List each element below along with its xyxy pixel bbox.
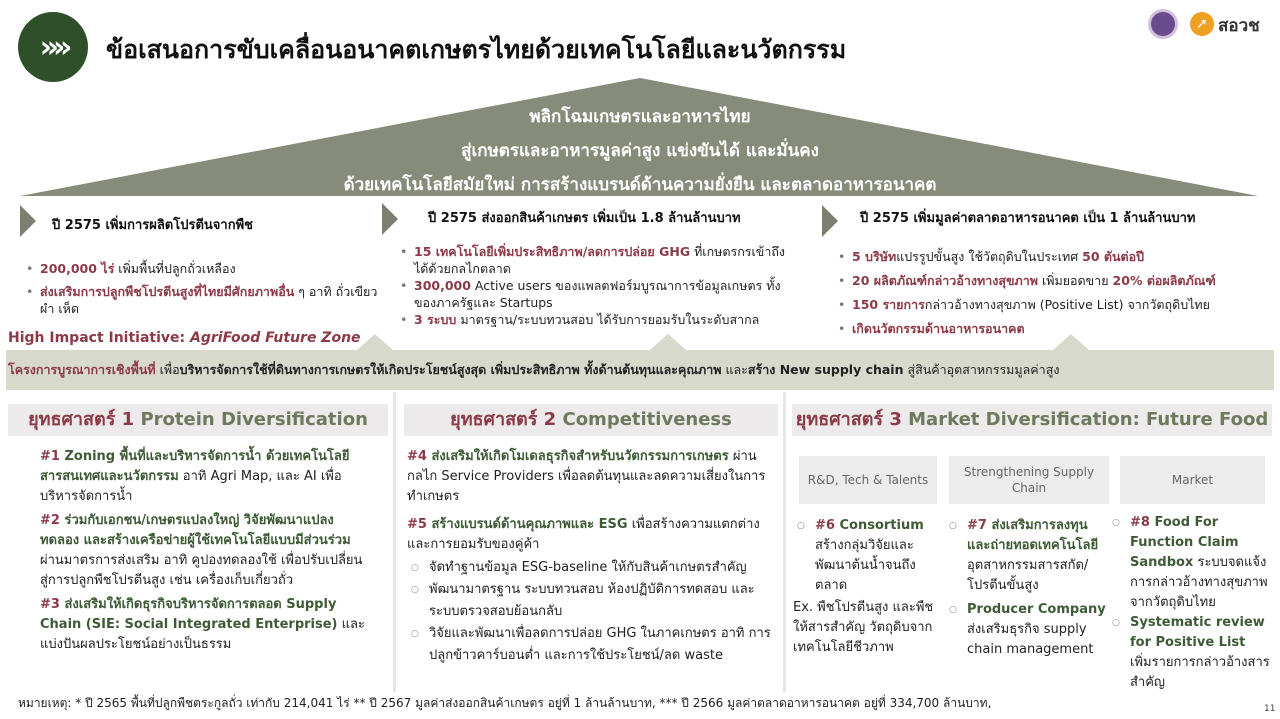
vision-line-3: ด้วยเทคโนโลยีสมัยใหม่ การสร้างแบรนด์ด้านความยั่งยืน และตลาดอาหารอนาคต — [343, 175, 937, 195]
measure — [40, 511, 370, 591]
example: Ex. พืชโปรตีนสูง และพืชให้สารสำคัญ วัตถุดิบจากเทคโนโลยีชีวภาพ — [793, 600, 934, 655]
list — [945, 516, 1110, 660]
pillar-top — [357, 334, 393, 350]
zone-name: AgriFood Future Zone — [190, 330, 361, 346]
goal-list — [398, 243, 798, 328]
list-item — [836, 293, 1276, 317]
num: #6 — [815, 518, 835, 533]
divider — [783, 392, 786, 692]
list-item — [945, 600, 1110, 660]
text: อุตสาหกรรมสารสกัด/โปรตีนขั้นสูง — [967, 558, 1089, 593]
prefix: ยุทธศาสตร์ 3 — [795, 409, 909, 430]
list-item — [398, 277, 798, 311]
text: แปรรูปขั้นสูง ใช้วัตถุดิบในประเทศ — [896, 249, 1083, 264]
measure — [407, 515, 777, 555]
pill-market: Market — [1120, 456, 1265, 504]
text: Active users ของแพลตฟอร์มบูรณาการข้อมูลเกษตร ทั้งของภาครัฐและ Startups — [414, 278, 781, 310]
highlight: 3 ระบบ — [414, 312, 457, 327]
list-item — [793, 516, 943, 596]
measure — [40, 447, 370, 507]
text: สู่สินค้าอุตสาหกรรมมูลค่าสูง — [903, 362, 1060, 377]
bold: Producer Company — [967, 602, 1106, 617]
text: ๆ อาทิ ถั่วเขียว ผำ เห็ด — [40, 284, 378, 316]
text: เพื่อสร้างความแตกต่างและการยอมรับของคู่ค้า — [407, 517, 760, 552]
list-item: ○ พัฒนามาตรฐาน ระบบทวนสอบ ห้องปฏิบัติการทดสอบ และระบบตรวจสอบย้อนกลับ — [407, 579, 777, 623]
text: เพิ่มยอดขาย — [1038, 273, 1113, 288]
strategy-2-body — [407, 447, 777, 667]
list-item: ○ จัดทำฐานข้อมูล ESG-baseline ให้กับสินค้าเกษตรสำคัญ — [407, 557, 777, 579]
text: และแบ่งปันผลประโยชน์อย่างเป็นธรรม — [40, 617, 365, 652]
pill-supply-chain: Strengthening Supply Chain — [949, 456, 1109, 504]
list-item — [24, 260, 384, 277]
list-item — [1108, 513, 1280, 613]
area-based-project-band — [6, 350, 1274, 390]
bold: ส่งเสริมให้เกิดโมเดลธุรกิจสำหรับนวัตกรรมการเกษตร — [426, 449, 729, 464]
num: #1 — [40, 449, 60, 464]
name: Market Diversification: Future Food — [908, 409, 1269, 430]
arrow-icon — [822, 205, 838, 237]
divider — [393, 392, 396, 692]
highlight: 300,000 — [414, 278, 471, 293]
text: อาทิ Agri Map, และ AI เพื่อบริหารจัดการน้ำ — [40, 469, 342, 504]
goal-list — [836, 245, 1276, 341]
arrow-icon — [382, 203, 398, 235]
chevrons-icon: »» — [18, 12, 88, 82]
text: กล่าวอ้างทางสุขภาพ (Positive List) จากวัตถุดิบไทย — [924, 297, 1210, 312]
s3-col-3 — [1108, 513, 1280, 693]
goal-list — [24, 260, 384, 317]
text: เพิ่มรายการกล่าวอ้างสารสำคัญ — [1130, 655, 1270, 690]
page-number: 11 — [1264, 704, 1276, 714]
highlight: เกิดนวัตกรรมด้านอาหารอนาคต — [852, 321, 1025, 336]
highlight: 150 รายการ — [852, 297, 925, 312]
bold: Food For Function Claim Sandbox — [1130, 515, 1239, 570]
text: มาตรฐาน/ระบบทวนสอบ ได้รับการยอมรับในระดับสากล — [456, 312, 760, 327]
highlight: 20 ผลิตภัณฑ์กล่าวอ้างทางสุขภาพ — [852, 273, 1038, 288]
name: Protein Diversification — [140, 409, 368, 430]
band-title: โครงการบูรณาการเชิงพื้นที่ — [8, 362, 156, 377]
text: ผ่านกลไก Service Providers เพื่อลดต้นทุนและลดความเสี่ยงในการทำเกษตร — [407, 449, 766, 504]
text: ที่เกษตรกรเข้าถึงได้ด้วยกลไกตลาด — [414, 244, 786, 276]
arrow-logo: ➚ — [1190, 12, 1214, 36]
pill-rd: R&D, Tech & Talents — [799, 456, 937, 504]
text: ระบบจดแจ้งการกล่าวอ้างทางสุขภาพจากวัตถุดิบไทย — [1130, 555, 1268, 610]
measure — [407, 447, 777, 507]
bold: ส่งเสริมให้เกิดธุรกิจบริหารจัดการตลอด Supply Chain (SIE: Social Integrated Enterprise) — [40, 597, 338, 632]
list-item — [1108, 613, 1280, 693]
vision-line-2: สู่เกษตรและอาหารมูลค่าสูง แข่งขันได้ และมั่นคง — [461, 141, 819, 161]
strategy-1-body — [40, 447, 370, 655]
footnote: หมายเหตุ: * ปี 2565 พื้นที่ปลูกพืชตระกูลถั่ว เท่ากับ 214,041 ไร่ ** ปี 2567 มูลค่าส่งออกสินค้าเกษตร อยู่ที่ 1 ล้านล้านบาท, *** ปี 2566 มูลค่าตลาดอาหารอนาคต อยู่ที่ 334,700 ล้านบาท, — [18, 696, 992, 710]
list — [1108, 513, 1280, 693]
text: ผ่านมาตรการส่งเสริม อาทิ คูปองทดลองใช้ เพื่อปรับเปลี่ยนสู่การปลูกพืชโปรตีนสูง เช่น เครื่องเก็บเกี่ยวถั่ว — [40, 553, 363, 588]
goal-title: ปี 2575 เพิ่มมูลค่าตลาดอาหารอนาคต เป็น 1 ล้านล้านบาท — [860, 211, 1196, 226]
text: ส่งเสริมธุรกิจ supply chain management — [967, 622, 1094, 657]
highlight: 5 บริษัท — [852, 249, 897, 264]
brand-name: สอวช — [1218, 16, 1260, 36]
roof-shape — [0, 0, 1280, 200]
highlight: 200,000 ไร่ — [40, 261, 115, 276]
sub-list — [407, 557, 777, 667]
vision-line-1: พลิกโฉมเกษตรและอาหารไทย — [529, 107, 751, 127]
goal-title: ปี 2575 เพิ่มการผลิตโปรตีนจากพืช — [52, 218, 253, 233]
pillar-top — [1053, 334, 1089, 350]
high-impact-label — [8, 330, 361, 346]
prefix: ยุทธศาสตร์ 2 — [450, 409, 563, 430]
pillar-top — [650, 334, 686, 350]
bold: สร้างแบรนด์ด้านคุณภาพและ ESG — [426, 517, 628, 532]
bold: ร่วมกับเอกชน/เกษตรแปลงใหญ่ วิจัยพัฒนาแปลงทดลอง และสร้างเครือข่ายผู้ใช้เทคโนโลยีแบบมีส่วนร่วม — [40, 513, 351, 548]
text: บริหารจัดการใช้ที่ดินทางการเกษตรให้เกิดประโยชน์สูงสุด เพิ่มประสิทธิภาพ ทั้งด้านต้นทุนและคุณภาพ — [179, 362, 722, 377]
num: #4 — [407, 449, 427, 464]
list-item: ○ วิจัยและพัฒนาเพื่อลดการปล่อย GHG ในภาคเกษตร อาทิ การปลูกข้าวคาร์บอนต่ำ และการใช้ประโยชน์/ลด waste — [407, 623, 777, 667]
prefix: ยุทธศาสตร์ 1 — [28, 409, 141, 430]
goal-title: ปี 2575 ส่งออกสินค้าเกษตร เพิ่มเป็น 1.8 ล้านล้านบาท — [428, 211, 741, 226]
highlight: 15 เทคโนโลยีเพิ่มประสิทธิภาพ/ลดการปล่อย GHG — [414, 244, 691, 259]
text: และ — [721, 362, 748, 377]
text: เพื่อ — [155, 362, 180, 377]
num: #5 — [407, 517, 427, 532]
bold: Zoning พื้นที่และบริหารจัดการน้ำ ด้วยเทคโนโลยีสารสนเทศและนวัตกรรม — [40, 449, 350, 484]
num: #2 — [40, 513, 60, 528]
num: #7 — [967, 518, 987, 533]
list-item — [24, 283, 384, 317]
text: เพิ่มพื้นที่ปลูกถั่วเหลือง — [114, 261, 236, 276]
highlight: ส่งเสริมการปลูกพืชโปรตีนสูงที่ไทยมีศักยภาพอื่น — [40, 284, 295, 299]
list-item — [398, 311, 798, 328]
bold: Consortium — [834, 518, 924, 533]
list-item — [398, 243, 798, 277]
strategy-2-header — [404, 404, 778, 436]
num: #3 — [40, 597, 60, 612]
s3-col-1 — [793, 516, 943, 658]
s3-col-2 — [945, 516, 1110, 660]
list-item — [836, 245, 1276, 269]
strategy-3-header — [792, 404, 1272, 436]
text: สร้างกลุ่มวิจัยและพัฒนาต้นน้ำจนถึงตลาด — [815, 538, 916, 593]
bold: ส่งเสริมการลงทุนและถ่ายทอดเทคโนโลยี — [967, 518, 1099, 553]
list-item — [945, 516, 1110, 596]
list — [793, 516, 943, 596]
highlight: 20% ต่อผลิตภัณฑ์ — [1112, 273, 1216, 288]
list-item — [836, 269, 1276, 293]
highlight: 50 ตันต่อปี — [1082, 249, 1145, 264]
measure — [40, 595, 370, 655]
name: Competitiveness — [562, 409, 732, 430]
num: #8 — [1130, 515, 1150, 530]
label: High Impact Initiative: — [8, 330, 191, 346]
page-title: ข้อเสนอการขับเคลื่อนอนาคตเกษตรไทยด้วยเทคโนโลยีและนวัตกรรม — [106, 35, 847, 64]
arrow-icon — [20, 205, 36, 237]
text: สร้าง New supply chain — [747, 362, 904, 377]
bold: Systematic review for Positive List — [1130, 615, 1265, 650]
strategy-1-header — [8, 404, 388, 436]
